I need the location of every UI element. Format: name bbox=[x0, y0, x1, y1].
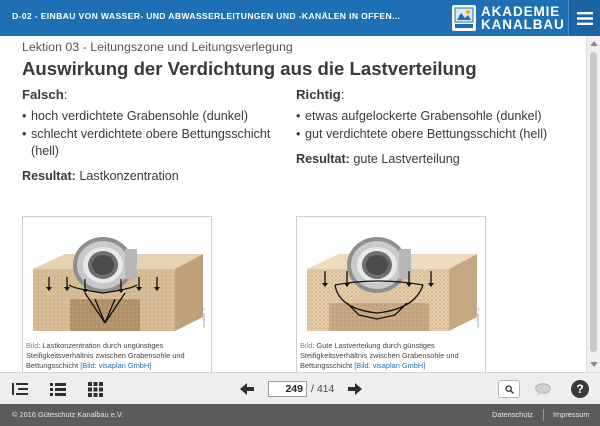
comment-icon bbox=[535, 383, 551, 396]
wrong-heading-colon: : bbox=[63, 87, 68, 102]
logo-text-line2: KANALBAU bbox=[481, 17, 565, 32]
akademie-kanalbau-logo[interactable] bbox=[452, 4, 565, 32]
scroll-thumb[interactable] bbox=[590, 52, 597, 352]
caption-label: Bild bbox=[300, 341, 313, 350]
content-scrollbar[interactable] bbox=[586, 36, 600, 372]
search-button[interactable] bbox=[498, 380, 520, 398]
right-heading bbox=[296, 86, 566, 103]
logo-emblem-icon bbox=[452, 5, 476, 31]
image-copyright: © visaplan bbox=[202, 307, 207, 328]
prev-arrow-icon bbox=[240, 383, 254, 395]
scroll-down-arrow-icon[interactable] bbox=[590, 362, 598, 367]
help-icon: ? bbox=[576, 382, 584, 396]
page-total: / 414 bbox=[311, 383, 335, 395]
caption-label: Bild bbox=[26, 341, 39, 350]
logo-text-line1: AKADEMIE bbox=[481, 4, 561, 19]
wrong-heading bbox=[22, 86, 292, 103]
caption-text: : Gute Lastverteilung durch günstiges Steifigkeitsverhältnis zwischen Grabensohle und Bettungsschicht bbox=[300, 341, 459, 370]
next-arrow-icon bbox=[348, 383, 362, 395]
wrong-column bbox=[22, 86, 292, 185]
lesson-breadcrumb: Lektion 03 - Leitungszone und Leitungsverlegung bbox=[22, 40, 293, 54]
result-value: Lastkonzentration bbox=[79, 169, 179, 183]
list-item: • gut verdichtete obere Bettungsschicht (hell) bbox=[296, 126, 566, 143]
help-button[interactable] bbox=[571, 380, 589, 398]
footer-divider bbox=[543, 409, 544, 421]
toc-icon bbox=[12, 382, 28, 396]
wrong-heading-text: Falsch bbox=[22, 87, 64, 102]
list-item: • hoch verdichtete Grabensohle (dunkel) bbox=[22, 108, 292, 125]
figure-load-concentration[interactable] bbox=[22, 216, 212, 372]
grid-view-button[interactable] bbox=[85, 379, 105, 399]
right-column bbox=[296, 86, 566, 168]
list-item: • etwas aufgelockerte Grabensohle (dunkel) bbox=[296, 108, 566, 125]
search-icon bbox=[505, 385, 514, 394]
figure-caption bbox=[300, 341, 486, 371]
list-view-button[interactable] bbox=[48, 379, 68, 399]
image-copyright: © visaplan bbox=[476, 307, 481, 328]
comment-button[interactable] bbox=[533, 379, 553, 399]
scroll-up-arrow-icon[interactable] bbox=[590, 41, 598, 46]
page-title: Auswirkung der Verdichtung aus die Lastverteilung bbox=[22, 58, 477, 79]
bottom-toolbar bbox=[0, 372, 600, 404]
footer-copyright: © 2016 Güteschutz Kanalbau e.V. bbox=[12, 410, 124, 419]
prev-page-button[interactable] bbox=[237, 379, 257, 399]
caption-source-link[interactable]: [Bild: visaplan GmbH] bbox=[80, 361, 152, 370]
result-value: gute Lastverteilung bbox=[353, 152, 460, 166]
pipe-bedding-illustration-wrong bbox=[25, 219, 211, 339]
right-heading-text: Richtig bbox=[296, 87, 341, 102]
hamburger-icon bbox=[577, 12, 593, 25]
course-title: D-02 - EINBAU VON WASSER- UND ABWASSERLEITUNGEN UND -KANÄLEN IN OFFEN... bbox=[12, 11, 401, 21]
app-header bbox=[0, 0, 600, 36]
wrong-bullet-list bbox=[22, 108, 292, 160]
wrong-result bbox=[22, 168, 292, 185]
pipe-bedding-illustration-right bbox=[299, 219, 485, 339]
figure-good-load-distribution[interactable] bbox=[296, 216, 486, 372]
impressum-link[interactable]: Impressum bbox=[553, 410, 590, 419]
toc-button[interactable] bbox=[10, 379, 30, 399]
next-page-button[interactable] bbox=[345, 379, 365, 399]
content-area bbox=[0, 36, 586, 372]
grid-icon bbox=[88, 382, 103, 397]
list-icon bbox=[50, 383, 66, 396]
result-label: Resultat: bbox=[296, 152, 350, 166]
right-heading-colon: : bbox=[340, 87, 345, 102]
list-item: • schlecht verdichtete obere Bettungsschicht (hell) bbox=[22, 126, 292, 160]
app-footer bbox=[0, 404, 600, 426]
caption-text: : Lastkonzentration durch ungünstiges Steifigkeitsverhältnis zwischen Grabensohle und Bettungsschicht bbox=[26, 341, 185, 370]
page-number-input[interactable] bbox=[268, 381, 307, 397]
figure-caption bbox=[26, 341, 212, 371]
right-result bbox=[296, 151, 566, 168]
caption-source-link[interactable]: [Bild: visaplan GmbH] bbox=[354, 361, 426, 370]
right-bullet-list bbox=[296, 108, 566, 143]
datenschutz-link[interactable]: Datenschutz bbox=[492, 410, 534, 419]
result-label: Resultat: bbox=[22, 169, 76, 183]
menu-button[interactable] bbox=[568, 0, 600, 36]
